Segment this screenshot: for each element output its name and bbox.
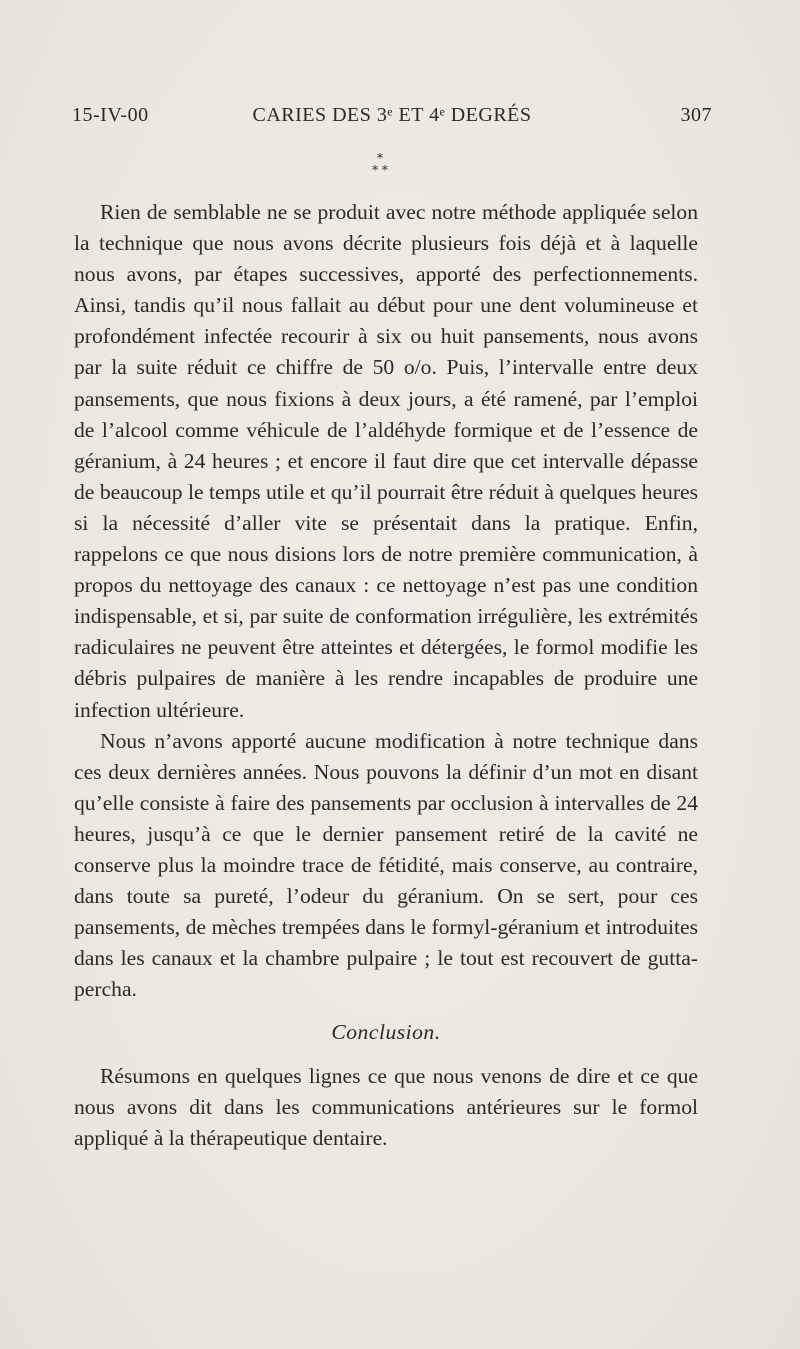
paragraph-2: Nous n’avons apporté aucune modification à notre technique dans ces deux dernières années. Nous pouvons la définir d’un mot en disant qu’elle consiste à faire des pansements par occlusion à intervalles de 24 heures, jusqu’à ce que le dernier pansement retiré de la cavité ne conserve plus la moindre trace de fétidité, mais conserve, au contraire, dans toute sa pureté, l’odeur du géranium. On se sert, pour ces pansements, de mèches trempées dans le formyl-géranium et introduites dans les canaux et la chambre pulpaire ; le tout est recouvert de gutta-percha.	[74, 728, 698, 1002]
asterism-top: *	[377, 151, 383, 165]
main-text	[74, 197, 698, 1154]
conclusion-paragraph: Résumons en quelques lignes ce que nous venons de dire et ce que nous avons dit dans les communications antérieures sur le formol appliqué à la thérapeutique dentaire.	[74, 1063, 698, 1150]
running-header	[72, 104, 712, 136]
paragraph-1: Rien de semblable ne se produit avec notre méthode appliquée selon la technique que nous avons décrite plusieurs fois déjà et à laquelle nous avons, par étapes successives, apporté des perfectionnements. Ainsi, tandis qu’il nous fallait au début pour une dent volumineuse et profondément infectée recourir à six ou huit pansements, nous avons par la suite réduit ce chiffre de 50 o/o. Puis, l’intervalle entre deux pansements, que nous fixions à deux jours, a été ramené, par l’emploi de l’alcool comme véhicule de l’aldéhyde formique et de l’essence de géranium, à 24 heures ; et encore il faut dire que cet intervalle dépasse de beaucoup le temps utile et qu’il pourrait être réduit à quelques heures si la nécessité d’aller vite se présentait dans la pratique. Enfin, rappelons ce que nous disions lors de notre première communication, à propos du nettoyage des canaux : ce nettoyage n’est pas une condition indispensable, et si, par suite de conformation irrégulière, les extrémités radiculaires ne peuvent être atteintes et détergées, le formol modifie les débris pulpaires de manière à les rendre incapables de produire une infection ultérieure.	[74, 200, 698, 722]
asterism-separator	[0, 152, 760, 176]
page-number: 307	[680, 104, 712, 126]
asterism-bottom: * *	[372, 163, 388, 177]
section-heading: Conclusion.	[331, 1020, 441, 1045]
header-date: 15-IV-00	[72, 104, 149, 126]
header-title: CARIES DES 3ᵉ ET 4ᵉ DEGRÉS	[252, 104, 532, 126]
